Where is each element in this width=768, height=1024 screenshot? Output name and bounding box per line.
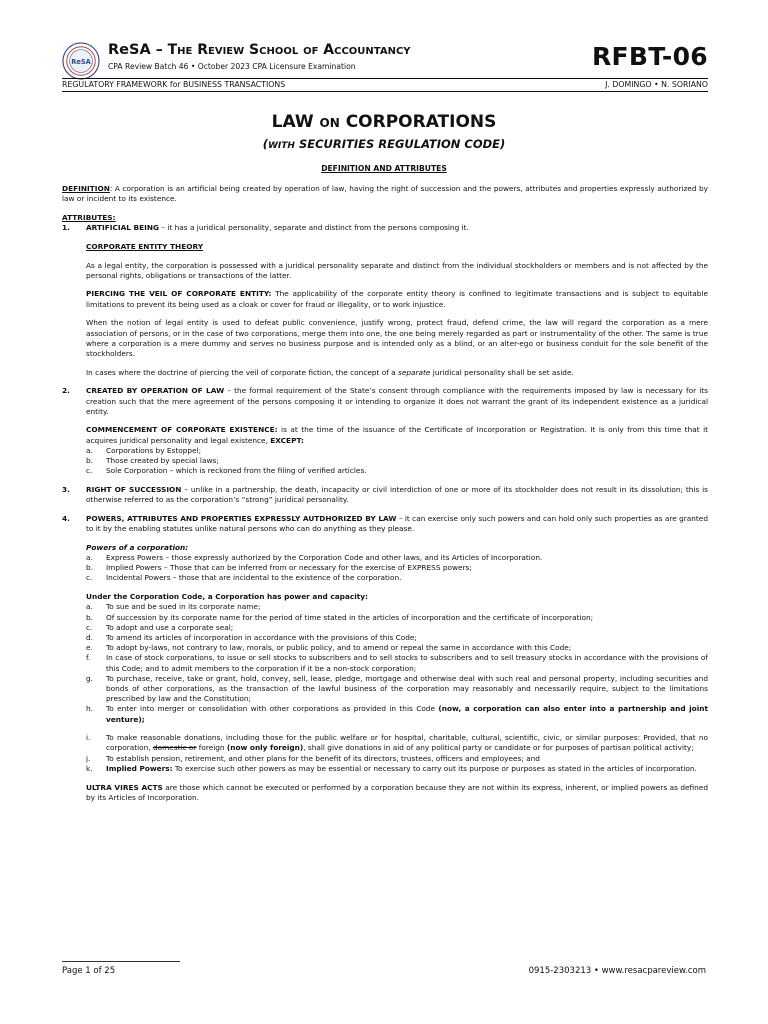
item-letter: c. xyxy=(86,466,93,476)
item-strikethrough: domestic or xyxy=(152,743,197,753)
item-text: To enter into merger or consolidation with other corporations as provided in this Code xyxy=(106,704,439,714)
item-text: To exercise such other powers as may be essential or necessary to carry out its purpose or purposes as stated in the articles of incorporation. xyxy=(172,763,697,773)
item-text: Of succession by its corporate name for the period of time stated in the articles of incorporation and the certificate of incorporation; xyxy=(106,612,594,622)
list-item xyxy=(62,633,708,643)
list-item xyxy=(62,704,708,724)
item-title: RIGHT OF SUCCESSION xyxy=(86,484,182,494)
list-item xyxy=(62,563,708,573)
item-text: Express Powers – those expressly authorized by the Corporation Code and other laws, and its Articles of Incorporation. xyxy=(106,552,543,562)
item-letter: b. xyxy=(86,456,93,466)
list-item xyxy=(62,733,708,753)
header-rule-bottom xyxy=(62,91,708,92)
page-title xyxy=(0,112,768,132)
attribute-item xyxy=(62,514,708,534)
item-letter: a. xyxy=(86,445,93,455)
item-emphasis: Implied Powers: xyxy=(106,763,173,773)
title-part: LAW xyxy=(271,112,314,132)
item-text: Sole Corporation – which is reckoned from the filing of verified articles. xyxy=(106,466,367,476)
footer-contact: 0915-2303213 • www.resacpareview.com xyxy=(528,966,706,976)
item-text: – unlike in a partnership, the death, incapacity or civil interdiction of one or more of its stockholder does not result in its dissolution; this is otherwise referred to as the corporation’s “strong” juridical personality. xyxy=(86,484,708,505)
paragraph xyxy=(62,289,708,309)
item-letter: i. xyxy=(86,733,91,743)
item-text: – it can exercise only such powers and can hold only such properties as are granted to it by the enabling statutes unlike natural persons who can do anything as they please. xyxy=(86,513,708,534)
attributes-label: ATTRIBUTES: xyxy=(62,212,116,222)
item-letter: k. xyxy=(86,763,93,773)
list-item xyxy=(62,573,708,583)
list-item xyxy=(62,643,708,653)
list-item xyxy=(62,754,708,764)
paragraph: As a legal entity, the corporation is possessed with a juridical personality separate and distinct from the individual stockholders or members and is not affected by the personal rights, obligations or transactions of the latter. xyxy=(86,260,708,280)
paragraph-text: are those which cannot be executed or performed by a corporation because they are not within its express, inherent, or implied powers as defined by its Articles of Incorporation. xyxy=(86,782,708,802)
item-text: – the formal requirement of the State’s consent through compliance with the requirements imposed by law is necessary for its creation such that the mere agreement of the persons composing it or intending to organize it does not warrant the grant of its independent existence as a juridical entity. xyxy=(86,386,708,416)
item-letter: a. xyxy=(86,602,93,612)
item-number: 1. xyxy=(62,223,70,233)
item-letter: f. xyxy=(86,653,91,663)
attribute-item xyxy=(62,485,708,505)
item-text: To amend its articles of incorporation in accordance with the provisions of this Code; xyxy=(106,632,417,642)
paragraph-label: ULTRA VIRES ACTS xyxy=(86,782,163,792)
paragraph: When the notion of legal entity is used to defeat public convenience, justify wrong, protect fraud, defend crime, the law will regard the corporation as a mere association of persons, or in the case of two corporations, merge them into one, the one being merely regarded as part or instrumentality of the other. The same is true where a corporation is a mere dummy and serves no business purpose and is intended only as a blind, or an alter-ego or business conduit for the sole benefit of the stockholders. xyxy=(86,318,708,358)
subheading: CORPORATE ENTITY THEORY xyxy=(86,241,204,251)
batch-info: CPA Review Batch 46 • October 2023 CPA Licensure Examination xyxy=(108,62,356,71)
item-text: Implied Powers – Those that can be inferred from or necessary for the exercise of EXPRESS powers; xyxy=(106,563,472,573)
paragraph-label: COMMENCEMENT OF CORPORATE EXISTENCE: xyxy=(86,425,278,435)
subject-title: REGULATORY FRAMEWORK for BUSINESS TRANSACTIONS xyxy=(62,80,286,89)
item-letter: b. xyxy=(86,612,93,622)
item-text: In case of stock corporations, to issue or sell stocks to subscribers and to sell stocks to subscribers and to sell treasury stocks in accordance with the provisions of this Code; and to admit members to the corporation if it be a non-stock corporation; xyxy=(106,653,708,673)
list-item xyxy=(62,602,708,612)
paragraph-emphasis: EXCEPT: xyxy=(270,435,304,445)
title-part: CORPORATIONS xyxy=(345,112,497,132)
title-part: ON xyxy=(319,116,340,130)
attribute-item xyxy=(62,386,708,417)
item-letter: d. xyxy=(86,632,93,642)
item-number: 3. xyxy=(62,484,70,494)
header-rule-top xyxy=(62,78,708,79)
paragraph xyxy=(62,425,708,445)
item-letter: c. xyxy=(86,573,93,583)
item-emphasis: (now, a corporation can also enter into a partnership and joint venture); xyxy=(106,704,708,724)
list-item xyxy=(62,613,708,623)
subtitle-part: WITH xyxy=(267,141,295,151)
list-item xyxy=(62,764,708,774)
school-name xyxy=(108,42,411,58)
item-text: Incidental Powers – those that are incidental to the existence of the corporation. xyxy=(106,573,402,583)
item-title: CREATED BY OPERATION OF LAW xyxy=(86,386,225,396)
item-letter: g. xyxy=(86,673,93,683)
item-letter: a. xyxy=(86,552,93,562)
paragraph-label: PIERCING THE VEIL OF CORPORATE ENTITY: xyxy=(86,289,272,299)
item-text: – it has a juridical personality, separate and distinct from the persons composing it. xyxy=(159,223,469,233)
document-code: RFBT-06 xyxy=(591,42,708,71)
document-body xyxy=(62,184,708,803)
item-text: To adopt and use a corporate seal; xyxy=(106,622,234,632)
item-text: To make reasonable donations, including those for the public welfare or for hospital, charitable, cultural, scientific, civic, or similar purposes: Provided, that no corporation, xyxy=(106,733,708,753)
ultra-vires-paragraph xyxy=(62,783,708,803)
footer-rule xyxy=(62,961,180,962)
section-heading: DEFINITION AND ATTRIBUTES xyxy=(321,164,447,173)
item-letter: h. xyxy=(86,704,93,714)
subheading: Under the Corporation Code, a Corporation has power and capacity: xyxy=(86,592,368,602)
item-letter: c. xyxy=(86,622,93,632)
item-text: Those created by special laws; xyxy=(106,456,219,466)
item-letter: e. xyxy=(86,643,93,653)
paragraph-text: In cases where the doctrine of piercing the veil of corporate fiction, the concept of a xyxy=(86,367,399,377)
item-text: To adopt by-laws, not contrary to law, morals, or public policy, and to amend or repeal the same in accordance with this Code; xyxy=(106,643,572,653)
list-item xyxy=(62,446,708,456)
paragraph-text: juridical personality shall be set aside. xyxy=(430,367,574,377)
logo-text: ReSA xyxy=(71,57,91,66)
item-number: 2. xyxy=(62,386,70,396)
item-text: foreign xyxy=(196,743,227,753)
list-item xyxy=(62,674,708,705)
item-letter: j. xyxy=(86,753,91,763)
item-letter: b. xyxy=(86,563,93,573)
item-number: 4. xyxy=(62,513,70,523)
resa-logo xyxy=(62,42,100,80)
subtitle-part: ( xyxy=(262,137,268,151)
item-text: To purchase, receive, take or grant, hold, convey, sell, lease, pledge, mortgage and otherwise deal with such real and personal property, including securities and bonds of other corporations, as the transaction of the lawful business of the corporation may reasonably and necessarily require, subject to the limitations prescribed by law and the Constitution; xyxy=(106,673,708,704)
item-emphasis: (now only foreign) xyxy=(226,743,304,753)
item-text: , shall give donations in aid of any political party or candidate or for purposes of partisan political activity; xyxy=(303,743,694,753)
paragraph-text: The applicability of the corporate entity theory is confined to legitimate transactions and is subject to equitable limitations to prevent its being used as a cloak or cover for fraud or illegality, or to work injustice. xyxy=(86,289,708,309)
list-item xyxy=(62,466,708,476)
subtitle-part: SECURITIES REGULATION CODE) xyxy=(298,137,506,151)
list-item xyxy=(62,623,708,633)
school-abbrev: ReSA xyxy=(108,42,151,58)
authors: J. DOMINGO • N. SORIANO xyxy=(605,80,708,89)
item-text: Corporations by Estoppel; xyxy=(106,445,202,455)
definition-label: DEFINITION xyxy=(62,184,110,193)
page-number: Page 1 of 25 xyxy=(62,966,116,976)
item-text: To sue and be sued in its corporate name; xyxy=(106,602,261,612)
list-item xyxy=(62,553,708,563)
paragraph-emphasis: separate xyxy=(398,367,431,377)
list-item xyxy=(62,653,708,673)
attribute-item xyxy=(62,223,708,233)
definition-text: : A corporation is an artificial being created by operation of law, having the right of succession and the powers, attributes and properties expressly authorized by law or incident to its existence. xyxy=(62,184,708,204)
item-title: ARTIFICIAL BEING xyxy=(86,223,160,233)
school-tagline: – The Review School of Accountancy xyxy=(155,42,411,58)
list-item xyxy=(62,456,708,466)
item-title: POWERS, ATTRIBUTES AND PROPERTIES EXPRESSLY AUTDHORIZED BY LAW xyxy=(86,513,397,523)
subheading: Powers of a corporation: xyxy=(86,542,189,552)
paragraph xyxy=(62,368,708,378)
paragraph-text: is at the time of the issuance of the Certificate of Incorporation or Registration. It is only from this time that it acquires juridical personality and legal existence, xyxy=(86,425,708,445)
item-text: To establish pension, retirement, and other plans for the benefit of its directors, trustees, officers and employees; and xyxy=(106,753,540,763)
page-subtitle xyxy=(0,137,768,151)
definition-paragraph xyxy=(62,184,708,204)
